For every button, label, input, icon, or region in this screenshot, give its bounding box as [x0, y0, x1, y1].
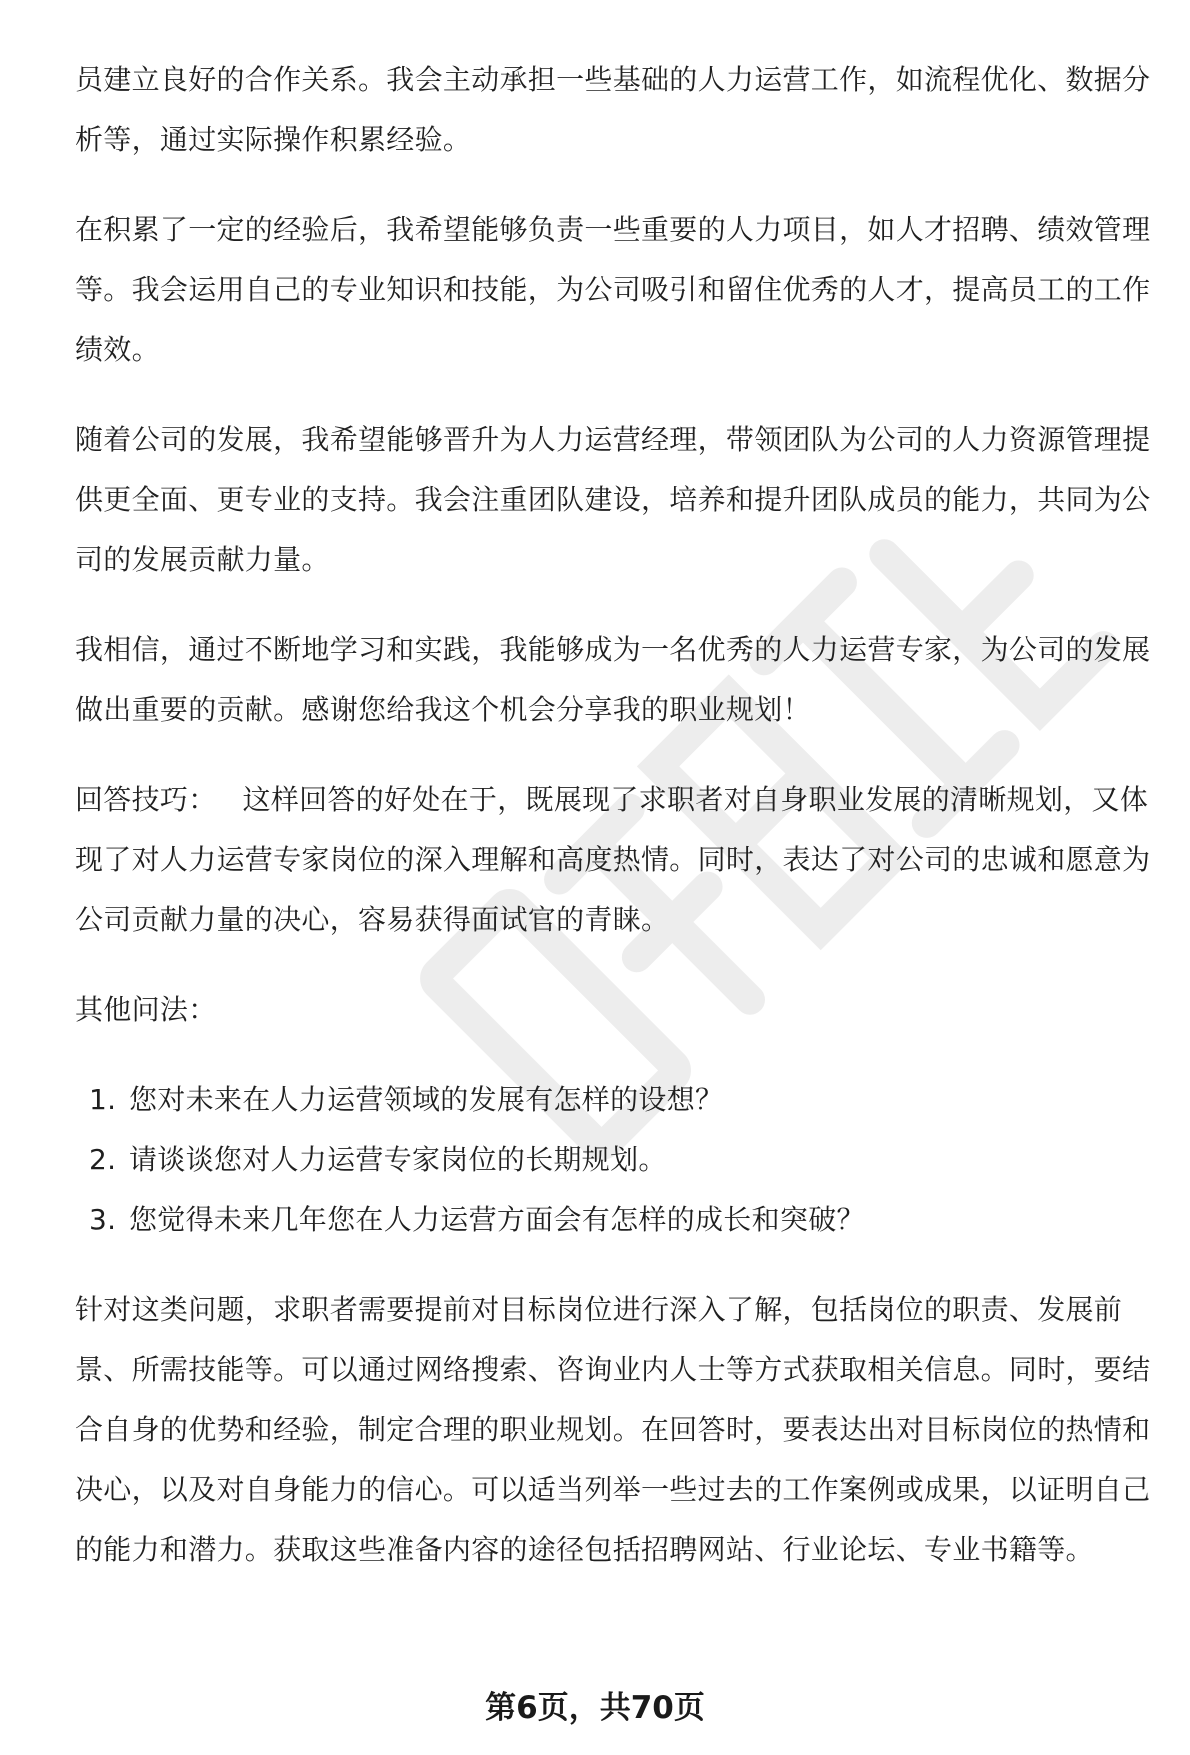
list-item — [75, 1130, 1160, 1190]
paragraph-3: 随着公司的发展，我希望能够晋升为人力运营经理，带领团队为公司的人力资源管理提供更全面、更专业的支持。我会注重团队建设，培养和提升团队成员的能力，共同为公司的发展贡献力量。 — [75, 423, 1151, 576]
list-item — [75, 1190, 1160, 1250]
list-item-text: 您对未来在人力运营领域的发展有怎样的设想？ — [129, 1083, 724, 1116]
list-item-text: 请谈谈您对人力运营专家岗位的长期规划。 — [129, 1143, 667, 1176]
list-item — [75, 1070, 1160, 1130]
list-item-number: 2. — [89, 1143, 117, 1176]
page-number: 第6页，共70页 — [485, 1690, 705, 1726]
list-item-number: 3. — [89, 1203, 117, 1236]
page-content — [75, 50, 1160, 1610]
paragraph-2: 在积累了一定的经验后，我希望能够负责一些重要的人力项目，如人才招聘、绩效管理等。我会运用自己的专业知识和技能，为公司吸引和留住优秀的人才，提高员工的工作绩效。 — [75, 213, 1151, 366]
list-item-number: 1. — [89, 1083, 117, 1116]
other-questions-list — [75, 1070, 1160, 1250]
paragraph-1: 员建立良好的合作关系。我会主动承担一些基础的人力运营工作，如流程优化、数据分析等，通过实际操作积累经验。 — [75, 63, 1151, 156]
answer-tip — [75, 770, 1160, 950]
answer-tip-text: 这样回答的好处在于，既展现了求职者对自身职业发展的清晰规划，又体现了对人力运营专家岗位的深入理解和高度热情。同时，表达了对公司的忠诚和愿意为公司贡献力量的决心，容易获得面试官的青睐。 — [75, 783, 1151, 936]
closing-paragraph: 针对这类问题，求职者需要提前对目标岗位进行深入了解，包括岗位的职责、发展前景、所需技能等。可以通过网络搜索、咨询业内人士等方式获取相关信息。同时，要结合自身的优势和经验，制定合理的职业规划。在回答时，要表达出对目标岗位的热情和决心，以及对自身能力的信心。可以适当列举一些过去的工作案例或成果，以证明自己的能力和潜力。获取这些准备内容的途径包括招聘网站、行业论坛、专业书籍等。 — [75, 1293, 1151, 1566]
list-item-text: 您觉得未来几年您在人力运营方面会有怎样的成长和突破？ — [129, 1203, 865, 1236]
other-questions-heading: 其他问法： — [75, 993, 217, 1026]
paragraph-4: 我相信，通过不断地学习和实践，我能够成为一名优秀的人力运营专家，为公司的发展做出重要的贡献。感谢您给我这个机会分享我的职业规划！ — [75, 633, 1151, 726]
answer-tip-label: 回答技巧： — [75, 783, 217, 816]
